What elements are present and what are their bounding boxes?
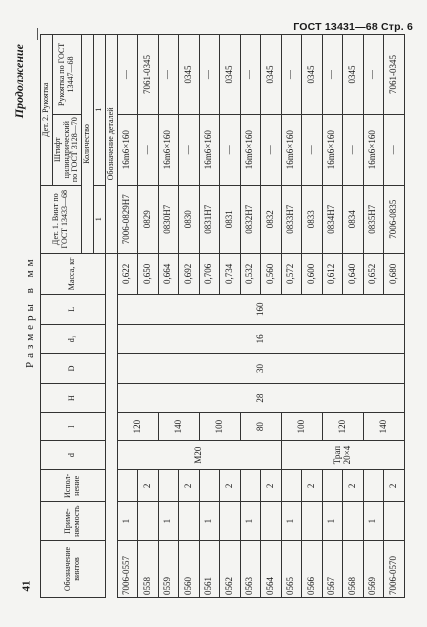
- col-applicability: Приме-няемость: [41, 502, 106, 541]
- row-applicability: [179, 502, 200, 541]
- row-designation: 0564: [261, 541, 282, 598]
- col-part-designation: Обозначение деталей: [105, 35, 117, 254]
- row-screw: 0833Н7: [281, 185, 302, 253]
- row-designation: 0560: [179, 541, 200, 598]
- row-handle: —: [281, 35, 302, 115]
- row-designation: 0561: [199, 541, 220, 598]
- col-stud: Штифт цилиндрический по ГОСТ 3128—70: [52, 114, 81, 185]
- row-stud: 16m6×160: [158, 114, 179, 185]
- col-designation: Обозначение винтов: [41, 541, 106, 598]
- row-screw: 0832: [261, 185, 282, 253]
- row-mass: 0,622: [117, 253, 138, 294]
- row-applicability: [138, 502, 159, 541]
- row-applicability: 1: [322, 502, 343, 541]
- row-applicability: [384, 502, 405, 541]
- row-designation: 0567: [322, 541, 343, 598]
- row-mass: 0,560: [261, 253, 282, 294]
- qty-det1: 1: [93, 185, 105, 253]
- col-det1: Дет. 1. Винт по ГОСТ 13433—68: [41, 185, 82, 253]
- row-applicability: 1: [281, 502, 302, 541]
- row-screw: 0829: [138, 185, 159, 253]
- row-applicability: 1: [199, 502, 220, 541]
- row-l: 120: [322, 413, 363, 440]
- row-stud: —: [220, 114, 241, 185]
- row-applicability: 1: [240, 502, 261, 541]
- row-applicability: [220, 502, 241, 541]
- row-execution: [158, 470, 179, 502]
- col-d: d: [41, 440, 106, 470]
- row-stud: 16m6×160: [240, 114, 261, 185]
- row-execution: 2: [302, 470, 323, 502]
- row-screw: 0834Н7: [322, 185, 343, 253]
- row-mass: 0,650: [138, 253, 159, 294]
- row-handle: 7061-0345: [384, 35, 405, 115]
- row-mass: 0,640: [343, 253, 364, 294]
- row-l: 100: [281, 413, 322, 440]
- row-handle: 0345: [302, 35, 323, 115]
- row-handle: —: [158, 35, 179, 115]
- row-designation: 0565: [281, 541, 302, 598]
- row-screw: 0833: [302, 185, 323, 253]
- row-l: 140: [363, 413, 404, 440]
- row-handle: 0345: [220, 35, 241, 115]
- row-execution: [240, 470, 261, 502]
- row-execution: 2: [179, 470, 200, 502]
- col-D: D: [41, 354, 106, 384]
- page-header: ГОСТ 13431—68 Стр. 6: [293, 21, 413, 33]
- row-screw: 0830: [179, 185, 200, 253]
- col-d1: d₁: [41, 324, 106, 354]
- row-mass: 0,692: [179, 253, 200, 294]
- row-designation: 0563: [240, 541, 261, 598]
- row-mass: 0,664: [158, 253, 179, 294]
- col-l: l: [41, 413, 106, 440]
- row-handle: —: [199, 35, 220, 115]
- H-28: 28: [117, 383, 404, 413]
- D-30: 30: [117, 354, 404, 384]
- row-handle: —: [240, 35, 261, 115]
- row-execution: [322, 470, 343, 502]
- row-applicability: 1: [158, 502, 179, 541]
- row-execution: [199, 470, 220, 502]
- page-number: 41: [20, 580, 33, 592]
- row-handle: —: [322, 35, 343, 115]
- col-mass: Масса, кг: [41, 253, 106, 294]
- row-designation: 7006-0557: [117, 541, 138, 598]
- row-stud: —: [138, 114, 159, 185]
- row-screw: 0830Н7: [158, 185, 179, 253]
- row-mass: 0,612: [322, 253, 343, 294]
- row-execution: [363, 470, 384, 502]
- row-stud: 16m6×160: [199, 114, 220, 185]
- row-screw: 0832Н7: [240, 185, 261, 253]
- row-stud: —: [343, 114, 364, 185]
- row-execution: [281, 470, 302, 502]
- col-execution: Испол-нение: [41, 470, 106, 502]
- col-H: H: [41, 383, 106, 413]
- row-execution: [117, 470, 138, 502]
- row-stud: 16m6×160: [117, 114, 138, 185]
- d1-16: 16: [117, 324, 404, 354]
- row-handle: —: [363, 35, 384, 115]
- row-applicability: [261, 502, 282, 541]
- row-applicability: 1: [363, 502, 384, 541]
- row-mass: 0,652: [363, 253, 384, 294]
- row-execution: 2: [138, 470, 159, 502]
- row-l: 140: [158, 413, 199, 440]
- qty-det2: 1: [93, 35, 105, 186]
- d-m20: M20: [117, 440, 281, 470]
- row-applicability: [343, 502, 364, 541]
- row-screw: 0831Н7: [199, 185, 220, 253]
- row-stud: —: [179, 114, 200, 185]
- row-designation: 0562: [220, 541, 241, 598]
- row-mass: 0,532: [240, 253, 261, 294]
- row-stud: —: [261, 114, 282, 185]
- row-screw: 0835Н7: [363, 185, 384, 253]
- row-screw: 7006-0835: [384, 185, 405, 253]
- row-l: 120: [117, 413, 158, 440]
- row-stud: 16m6×160: [281, 114, 302, 185]
- row-designation: 0569: [363, 541, 384, 598]
- row-applicability: [302, 502, 323, 541]
- row-designation: 0559: [158, 541, 179, 598]
- row-screw: 0834: [343, 185, 364, 253]
- row-l: 80: [240, 413, 281, 440]
- row-designation: 0558: [138, 541, 159, 598]
- row-designation: 0566: [302, 541, 323, 598]
- rotated-table-block: [12, 34, 400, 598]
- row-handle: 0345: [261, 35, 282, 115]
- col-L: L: [41, 294, 106, 324]
- col-handle: Рукоятка по ГОСТ 13447—68: [52, 35, 81, 115]
- row-designation: 0568: [343, 541, 364, 598]
- row-handle: 0345: [179, 35, 200, 115]
- continuation-label: Продолжение: [12, 44, 26, 119]
- row-l: 100: [199, 413, 240, 440]
- row-screw: 7006-0829Н7: [117, 185, 138, 253]
- row-handle: —: [117, 35, 138, 115]
- row-execution: 2: [261, 470, 282, 502]
- row-stud: 16m6×160: [363, 114, 384, 185]
- row-handle: 7061-0345: [138, 35, 159, 115]
- row-mass: 0,734: [220, 253, 241, 294]
- margin-tick: [37, 28, 38, 40]
- d-trap: Трап 20×4: [281, 440, 404, 470]
- row-applicability: 1: [117, 502, 138, 541]
- row-designation: 7006-0570: [384, 541, 405, 598]
- row-stud: —: [384, 114, 405, 185]
- row-stud: —: [302, 114, 323, 185]
- row-screw: 0831: [220, 185, 241, 253]
- row-stud: 16m6×160: [322, 114, 343, 185]
- row-execution: 2: [343, 470, 364, 502]
- row-execution: 2: [384, 470, 405, 502]
- screw-spec-table: [40, 34, 405, 598]
- col-qty: Количество: [82, 35, 94, 254]
- L-160: 160: [117, 294, 404, 324]
- row-mass: 0,600: [302, 253, 323, 294]
- row-execution: 2: [220, 470, 241, 502]
- row-handle: 0345: [343, 35, 364, 115]
- dimensions-caption: Размеры в мм: [24, 255, 36, 368]
- row-mass: 0,680: [384, 253, 405, 294]
- row-mass: 0,706: [199, 253, 220, 294]
- col-det2: Дет. 2. Рукоятка: [41, 35, 53, 186]
- row-mass: 0,572: [281, 253, 302, 294]
